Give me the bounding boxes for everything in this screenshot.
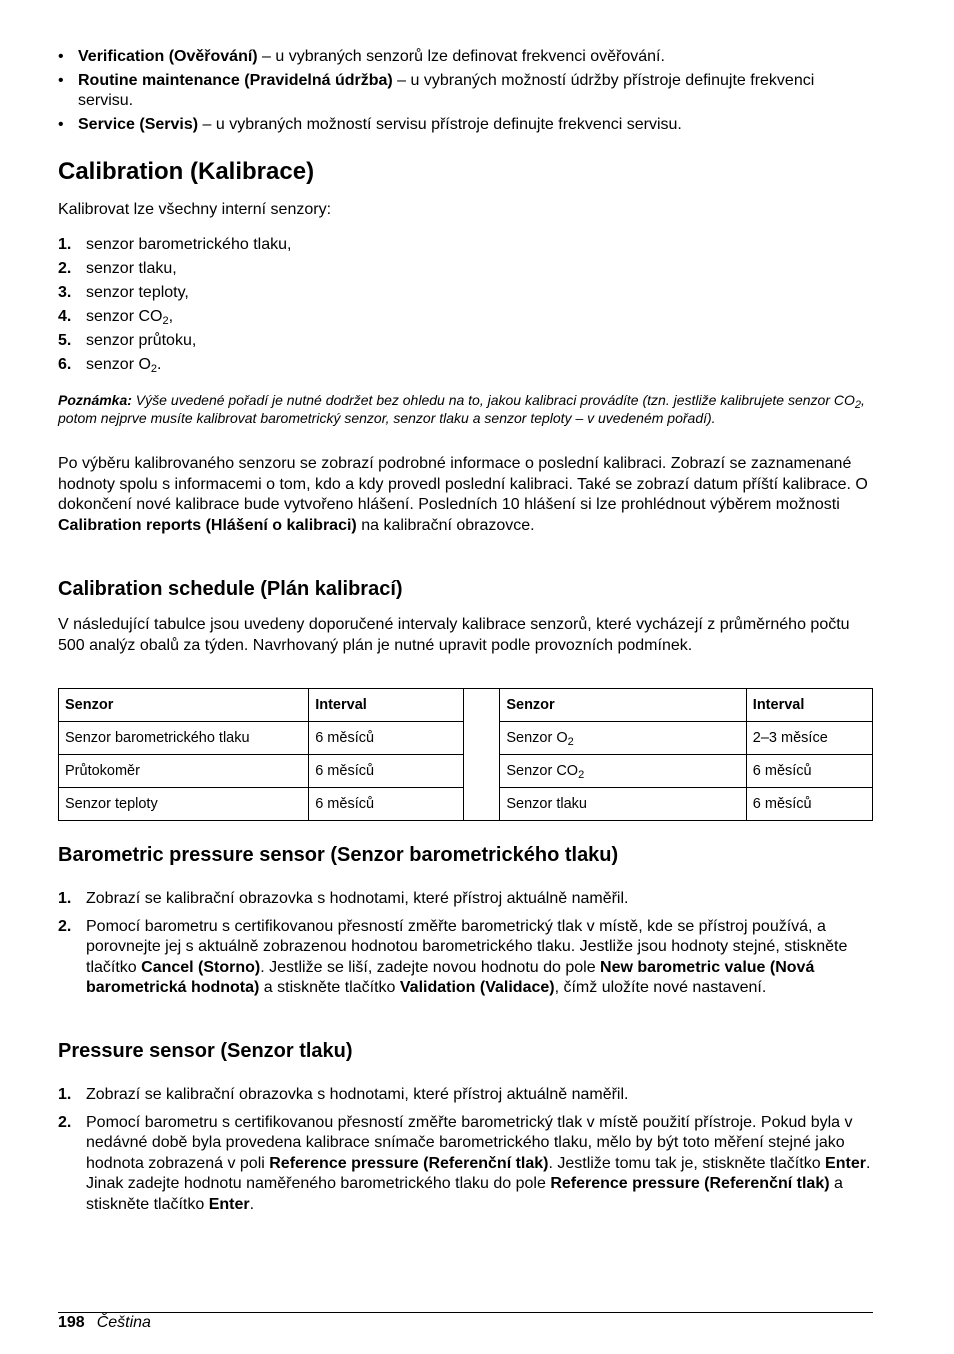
schedule-heading: Calibration schedule (Plán kalibrací) — [58, 578, 403, 600]
table-cell: 6 měsíců — [746, 755, 872, 788]
menu-options-list — [58, 47, 873, 138]
paragraph-bold: Calibration reports (Hlášení o kalibraci) — [58, 516, 357, 534]
list-item — [58, 115, 873, 136]
bullet-text: – u vybraných senzorů lze definovat frekvenci ověřování. — [257, 48, 665, 65]
item-text: Pomocí barometru s certifikovanou přesností změřte barometrický tlak v místě, kde se přístroj používá, a porovnejte jej s aktuálně zobrazenou hodnotou barometrického tlaku. Jestliže jsou hodnoty stejné, stiskněte tlačítko — [86, 917, 848, 976]
note-text: Výše uvedené pořadí je nutné dodržet bez ohledu na to, jakou kalibraci provádíte (tzn. jestliže kalibrujete senzor CO — [131, 392, 855, 408]
item-text: Zobrazí se kalibrační obrazovka s hodnotami, které přístroj aktuálně naměřil. — [86, 1086, 629, 1103]
ui-label: Enter — [825, 1154, 866, 1172]
item-text: . Jestliže tomu tak je, stiskněte tlačítko — [548, 1154, 826, 1172]
subscript: 2 — [854, 399, 862, 411]
item-text: , — [168, 308, 174, 325]
item-number: 1. — [58, 236, 72, 253]
item-number: 1. — [58, 890, 72, 907]
calibration-schedule-table — [58, 688, 873, 821]
list-item — [58, 283, 873, 304]
item-text: . Jinak zadejte hodnotu naměřeného barometrického tlaku do pole — [86, 1154, 871, 1192]
item-number: 2. — [58, 1113, 72, 1131]
list-item — [58, 259, 873, 280]
item-text: , čímž uložíte nové nastavení. — [554, 979, 767, 996]
table-cell: 6 měsíců — [309, 755, 464, 788]
column-header: Interval — [309, 689, 464, 722]
bullet-term: Service (Servis) — [78, 115, 199, 133]
page-number: 198 — [58, 1314, 85, 1331]
list-item — [58, 1113, 873, 1216]
subscript: 2 — [150, 363, 158, 375]
subscript: 2 — [567, 736, 574, 748]
item-text: Zobrazí se kalibrační obrazovka s hodnotami, které přístroj aktuálně naměřil. — [86, 890, 629, 907]
item-text: . — [249, 1195, 255, 1213]
item-text: a stiskněte tlačítko — [259, 979, 400, 996]
item-text: senzor barometrického tlaku, — [86, 236, 292, 253]
calibration-intro: Kalibrovat lze všechny interní senzory: — [58, 201, 332, 218]
paragraph-text: Po výběru kalibrovaného senzoru se zobrazí podrobné informace o poslední kalibraci. Zobrazí se zaznamenané hodnoty spolu s informacemi o tom, kdo a kdy provedl poslední kalibraci. Také se zobrazí datum příští kalibrace. O dokončení nové kalibrace bude vytvořeno hlášení. Posledních 10 hlášení si lze prohlédnout výběrem možnosti — [58, 455, 868, 513]
sensor-list — [58, 235, 873, 376]
column-header: Senzor — [500, 689, 746, 722]
column-header: Interval — [746, 689, 872, 722]
table-cell — [500, 722, 746, 755]
bullet-term: Verification (Ověřování) — [78, 48, 258, 65]
item-number: 3. — [58, 284, 72, 301]
table-cell: Senzor barometrického tlaku — [59, 722, 309, 755]
subscript: 2 — [578, 769, 585, 781]
item-number: 2. — [58, 917, 72, 935]
bullet-icon: • — [58, 48, 64, 65]
list-item — [58, 889, 873, 910]
item-number: 6. — [58, 356, 72, 373]
list-item — [58, 71, 873, 112]
barometric-steps — [58, 889, 873, 999]
page-footer — [58, 1313, 151, 1333]
table-cell: 2–3 měsíce — [746, 722, 872, 755]
ui-label: New barometric value (Nová barometrická hodnota) — [86, 958, 815, 996]
item-text: senzor teploty, — [86, 284, 189, 301]
ui-label: Reference pressure (Referenční tlak) — [269, 1154, 549, 1172]
table-cell — [500, 788, 746, 821]
item-text: a stiskněte tlačítko — [86, 1175, 843, 1213]
list-item — [58, 1085, 873, 1106]
cell-text: Senzor O — [506, 730, 568, 746]
bullet-icon: • — [58, 115, 64, 133]
cell-text: Senzor CO — [506, 763, 579, 779]
item-number: 4. — [58, 308, 72, 325]
item-number: 1. — [58, 1086, 72, 1103]
item-text: . Jestliže se liší, zadejte novou hodnotu do pole — [260, 958, 601, 976]
ui-label: Reference pressure (Referenční tlak) — [550, 1175, 830, 1192]
item-text: senzor O — [86, 356, 151, 373]
table-cell: Senzor teploty — [59, 788, 309, 821]
calibration-paragraph — [58, 454, 873, 536]
schedule-intro: V následující tabulce jsou uvedeny doporučené intervaly kalibrace senzorů, které vycházejí z průměrného počtu 500 analýz obalů za týden. Navrhovaný plán je nutné upravit podle provozních podmínek. — [58, 616, 850, 654]
column-header: Senzor — [59, 689, 309, 722]
list-item — [58, 307, 873, 328]
table-cell — [500, 755, 746, 788]
ui-label: Cancel (Storno) — [141, 958, 261, 976]
list-item — [58, 917, 873, 999]
table-spacer — [464, 689, 500, 821]
subscript: 2 — [162, 315, 169, 327]
barometric-heading: Barometric pressure sensor (Senzor barometrického tlaku) — [58, 844, 619, 866]
ui-label: Validation (Validace) — [399, 979, 555, 996]
list-item — [58, 331, 873, 352]
bullet-text: – u vybraných možností servisu přístroje definujte frekvenci servisu. — [198, 115, 682, 133]
footer-divider — [58, 1312, 873, 1313]
item-number: 2. — [58, 260, 72, 277]
cell-text: Senzor tlaku — [506, 796, 587, 812]
list-item — [58, 47, 873, 68]
note — [58, 391, 873, 427]
table-header-row — [59, 689, 873, 722]
item-text: senzor CO — [86, 308, 163, 325]
paragraph-text: na kalibrační obrazovce. — [356, 516, 535, 534]
item-text: Pomocí barometru s certifikovanou přesností změřte barometrický tlak v místě použití přístroje. Pokud byla v nedávné době byla provedena kalibrace snímače barometrického tlaku, mělo by být toto měření stejné jako hodnota zobrazená v poli — [86, 1113, 853, 1172]
note-text: , potom nejprve musíte kalibrovat barometrický senzor, senzor tlaku a senzor teploty – v uvedeném pořadí). — [58, 392, 865, 426]
item-text: senzor průtoku, — [86, 332, 197, 349]
table-cell: 6 měsíců — [309, 788, 464, 821]
list-item — [58, 355, 873, 376]
bullet-icon: • — [58, 71, 64, 89]
list-item — [58, 235, 873, 256]
table-cell: 6 měsíců — [309, 722, 464, 755]
pressure-heading: Pressure sensor (Senzor tlaku) — [58, 1040, 353, 1062]
item-number: 5. — [58, 332, 72, 349]
note-label: Poznámka: — [58, 392, 132, 408]
table-cell: 6 měsíců — [746, 788, 872, 821]
item-text: . — [157, 356, 162, 373]
bullet-text: – u vybraných možností údržby přístroje definujte frekvenci servisu. — [78, 71, 815, 109]
table-cell: Průtokoměr — [59, 755, 309, 788]
footer-language: Čeština — [96, 1314, 151, 1331]
item-text: senzor tlaku, — [86, 260, 177, 277]
bullet-term: Routine maintenance (Pravidelná údržba) — [78, 71, 393, 89]
calibration-heading: Calibration (Kalibrace) — [58, 158, 315, 185]
pressure-steps — [58, 1085, 873, 1215]
ui-label: Enter — [208, 1195, 250, 1213]
